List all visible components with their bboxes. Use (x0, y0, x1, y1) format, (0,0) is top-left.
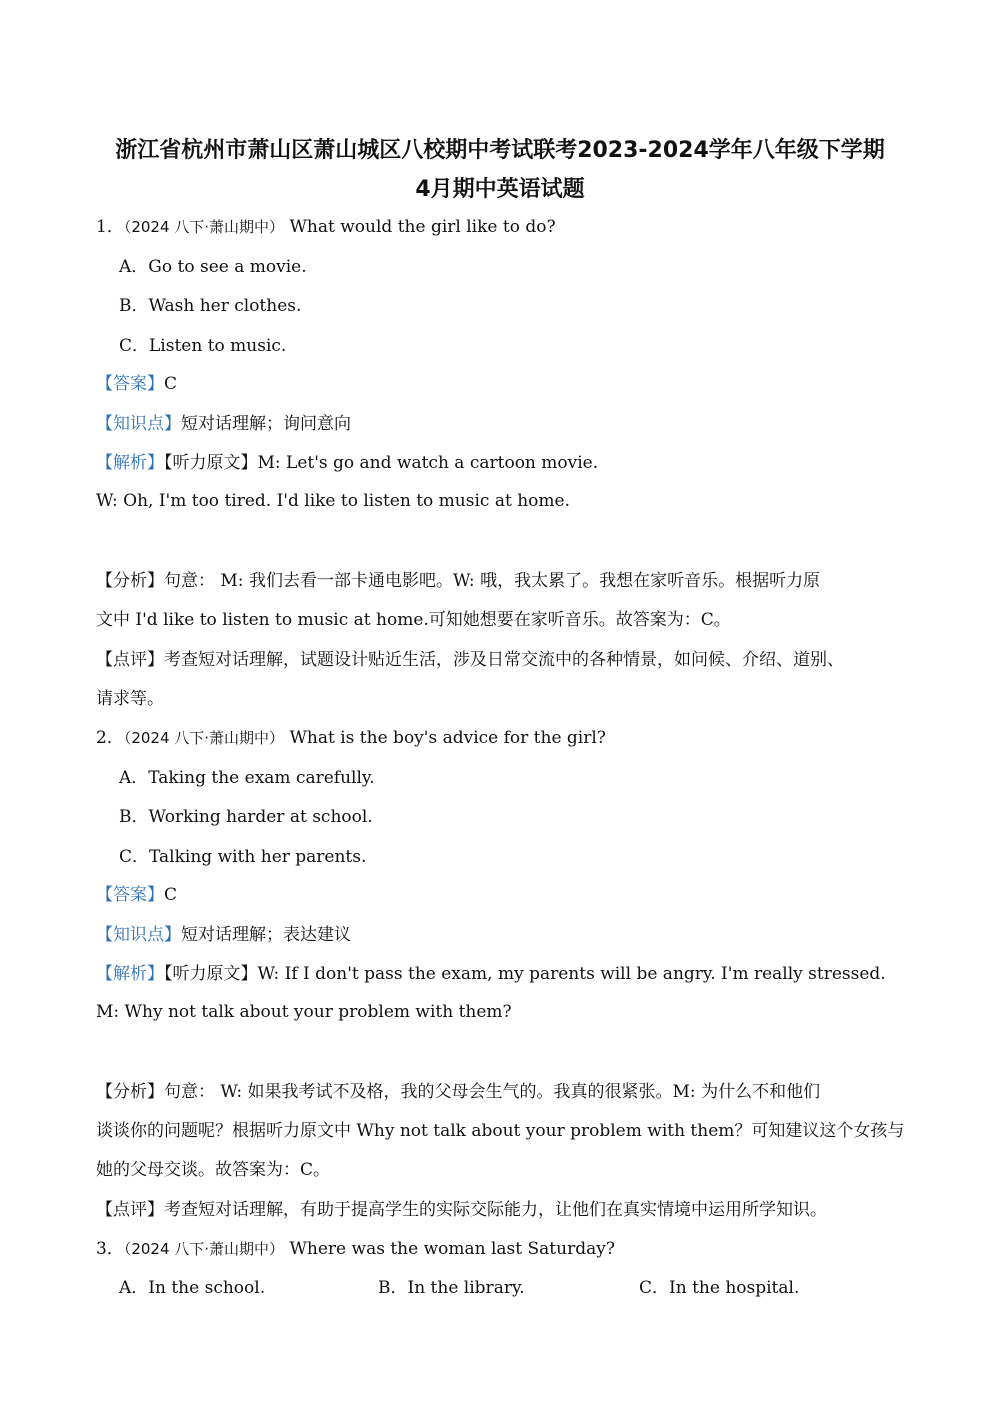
q1-transcript-line2: W: Oh, I'm too tired. I'd like to listen to music at home. (96, 491, 570, 511)
transcript-label: 【听力原文】 (164, 453, 258, 473)
q1-option-c: C．Listen to music. (119, 336, 287, 356)
q2-answer (96, 883, 177, 907)
comment-text: 考查短对话理解，有助于提高学生的实际交际能力，让他们在真实情境中运用所学知识。 (164, 1200, 827, 1220)
q1-comment-line1 (96, 648, 844, 672)
q2-analysis-line2: 谈谈你的问题呢？根据听力原文中 Why not talk about your problem with them？可知建议这个女孩与 (96, 1121, 905, 1141)
question-number: 2． (96, 728, 124, 748)
knowledge-value: 短对话理解；询问意向 (181, 414, 351, 434)
transcript-line: W: If I don't pass the exam, my parents will be angry. I'm really stressed. (257, 964, 886, 984)
question-source: （2024 八下·萧山期中） (123, 218, 285, 236)
q3-option-b: B．In the library. (378, 1278, 525, 1298)
explanation-label: 【解析】 (96, 453, 164, 473)
q1-comment-line2: 请求等。 (96, 689, 164, 709)
question-text: What would the girl like to do? (289, 217, 556, 237)
answer-label: 【答案】 (96, 885, 164, 905)
q1-knowledge (96, 412, 351, 436)
question-3-stem (96, 1237, 615, 1261)
q1-explanation (96, 451, 598, 475)
question-text: What is the boy's advice for the girl? (289, 728, 606, 748)
document-title-line1: 浙江省杭州市萧山区萧山城区八校期中考试联考2023-2024学年八年级下学期 (115, 138, 885, 163)
q2-comment-line1 (96, 1198, 827, 1222)
q1-analysis-line1 (96, 569, 820, 593)
q1-option-b: B．Wash her clothes. (119, 296, 302, 316)
analysis-label: 【分析】 (96, 1082, 164, 1102)
knowledge-label: 【知识点】 (96, 925, 181, 945)
q2-analysis-line1 (96, 1080, 820, 1104)
question-number: 3． (96, 1239, 124, 1259)
q2-option-b: B．Working harder at school. (119, 807, 373, 827)
comment-label: 【点评】 (96, 1200, 164, 1220)
q3-option-a: A．In the school. (119, 1278, 266, 1298)
answer-value: C (164, 374, 178, 394)
analysis-text: 句意： M: 我们去看一部卡通电影吧。W: 哦，我太累了。我想在家听音乐。根据听力原 (164, 571, 821, 591)
analysis-label: 【分析】 (96, 571, 164, 591)
analysis-text: 句意： W: 如果我考试不及格，我的父母会生气的。我真的很紧张。M: 为什么不和他们 (164, 1082, 821, 1102)
knowledge-value: 短对话理解；表达建议 (181, 925, 351, 945)
question-source: （2024 八下·萧山期中） (123, 1240, 285, 1258)
transcript-label: 【听力原文】 (164, 964, 258, 984)
explanation-label: 【解析】 (96, 964, 164, 984)
q2-transcript-line2: M: Why not talk about your problem with them? (96, 1002, 512, 1022)
question-text: Where was the woman last Saturday? (289, 1239, 615, 1259)
question-source: （2024 八下·萧山期中） (123, 729, 285, 747)
transcript-line: M: Let's go and watch a cartoon movie. (257, 453, 599, 473)
q3-option-c: C．In the hospital. (639, 1278, 800, 1298)
q2-option-a: A．Taking the exam carefully. (119, 768, 375, 788)
q2-knowledge (96, 923, 351, 947)
q1-option-a: A．Go to see a movie. (119, 257, 307, 277)
answer-value: C (164, 885, 178, 905)
question-number: 1． (96, 217, 124, 237)
document-title-line2: 4月期中英语试题 (415, 177, 585, 202)
q2-explanation (96, 962, 886, 986)
q1-answer (96, 372, 177, 396)
q2-analysis-line3: 她的父母交谈。故答案为：C。 (96, 1160, 331, 1180)
q2-option-c: C．Talking with her parents. (119, 847, 367, 867)
answer-label: 【答案】 (96, 374, 164, 394)
question-2-stem (96, 726, 606, 750)
comment-label: 【点评】 (96, 650, 164, 670)
knowledge-label: 【知识点】 (96, 414, 181, 434)
q1-analysis-line2: 文中 I'd like to listen to music at home.可知她想要在家听音乐。故答案为：C。 (96, 610, 731, 630)
comment-text: 考查短对话理解，试题设计贴近生活，涉及日常交流中的各种情景，如问候、介绍、道别、 (164, 650, 844, 670)
question-1-stem (96, 215, 556, 239)
